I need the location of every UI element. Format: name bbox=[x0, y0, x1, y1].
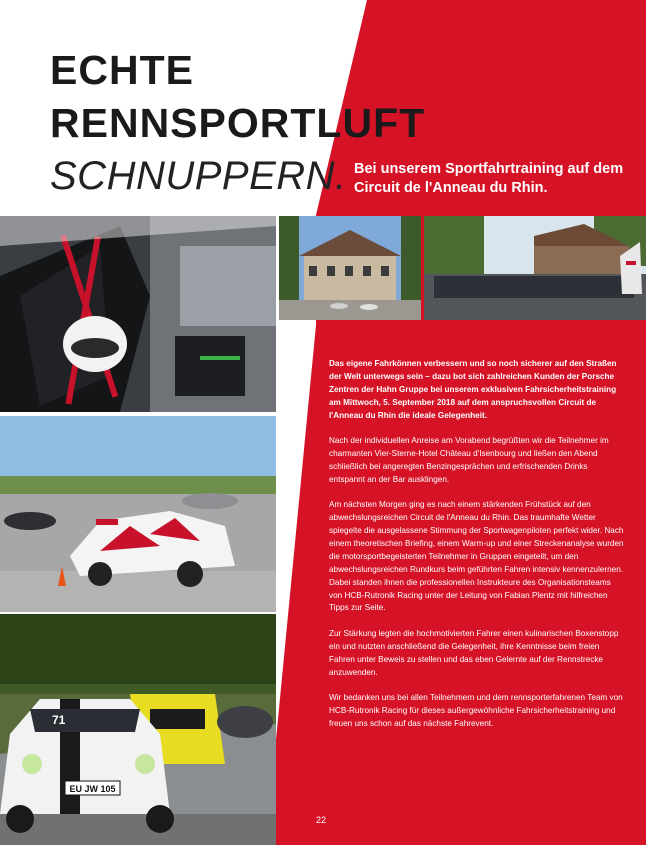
racing-cars-photo bbox=[0, 614, 276, 845]
car-number: 71 bbox=[52, 713, 66, 727]
chateau-photo bbox=[279, 216, 421, 320]
page-number: 22 bbox=[316, 815, 327, 825]
license-plate: EU JW 105 bbox=[69, 784, 116, 794]
article-paragraph: Nach der individuellen Anreise am Vorabend begrüßten wir die Teilnehmer im charmanten Vier-Sterne-Hotel Château d'Isenbourg und ließen den Abend schließlich bei angeregten Benzingesprächen und erfrischenden Drinks entspannt an der Bar ausklingen. bbox=[329, 436, 609, 484]
article-paragraph: Zur Stärkung legten die hochmotivierten Fahrer einen kulinarischen Boxenstopp ein und nutzten anschließend die Gelegenheit, ihre Kenntnisse beim freien Fahren unter Beweis zu stellen und das eben Gelernte auf der Rennstrecke anzuwenden. bbox=[329, 628, 619, 677]
article-body bbox=[329, 358, 625, 743]
article-paragraph: Am nächsten Morgen ging es nach einem stärkenden Frühstück auf den abwechslungsreichen Circuit de l'Anneau du Rhin. Das traumhafte Wetter spiegelte die ausgelassene Stimmung der Sportwagenpiloten perfekt wider. Nach einem theoretischen Briefing, einem Warm-up und einer Streckenanalyse wurden die motorsportbegeisterten Teilnehmer in Gruppen eingeteilt, um den abwechslungsreichen Rundkurs beim geführten Fahren intensiv kennenzulernen. Dabei standen ihnen die professionellen Instrukteure des Organisationsteams von HCB-Rutronik Racing unter der Leitung von Fabian Plentz mit hilfreichen Tipps zur Seite. bbox=[329, 500, 624, 613]
cockpit-photo bbox=[0, 216, 276, 412]
cayman-track-photo bbox=[0, 416, 276, 612]
headline-line-2: RENNSPORTLUFT bbox=[50, 100, 426, 146]
article-paragraph: Das eigene Fahrkönnen verbessern und so noch sicherer auf den Straßen der Welt unterwegs sein – dazu bot sich zahlreichen Kunden der Porsche Zentren der Hahn Gruppe bei unserem exklusiven Fahrsicherheitstraining am Mittwoch, 5. September 2018 auf dem anspruchsvollen Circuit de l'Anneau du Rhin die ideale Gelegenheit. bbox=[329, 359, 617, 420]
group-photo bbox=[424, 216, 646, 320]
article-paragraph: Wir bedanken uns bei allen Teilnehmern und dem rennsporterfahrenen Team von HCB-Rutronik Racing für dieses außergewöhnliche Fahrsicherheitstraining und freuen uns schon auf das nächste Fahrevent. bbox=[329, 692, 623, 728]
headline-line-3: SCHNUPPERN. bbox=[50, 154, 347, 198]
headline-line-1: ECHTE bbox=[50, 47, 194, 93]
subtitle: Bei unserem Sportfahrtraining auf dem Circuit de l'Anneau du Rhin. bbox=[354, 161, 624, 196]
